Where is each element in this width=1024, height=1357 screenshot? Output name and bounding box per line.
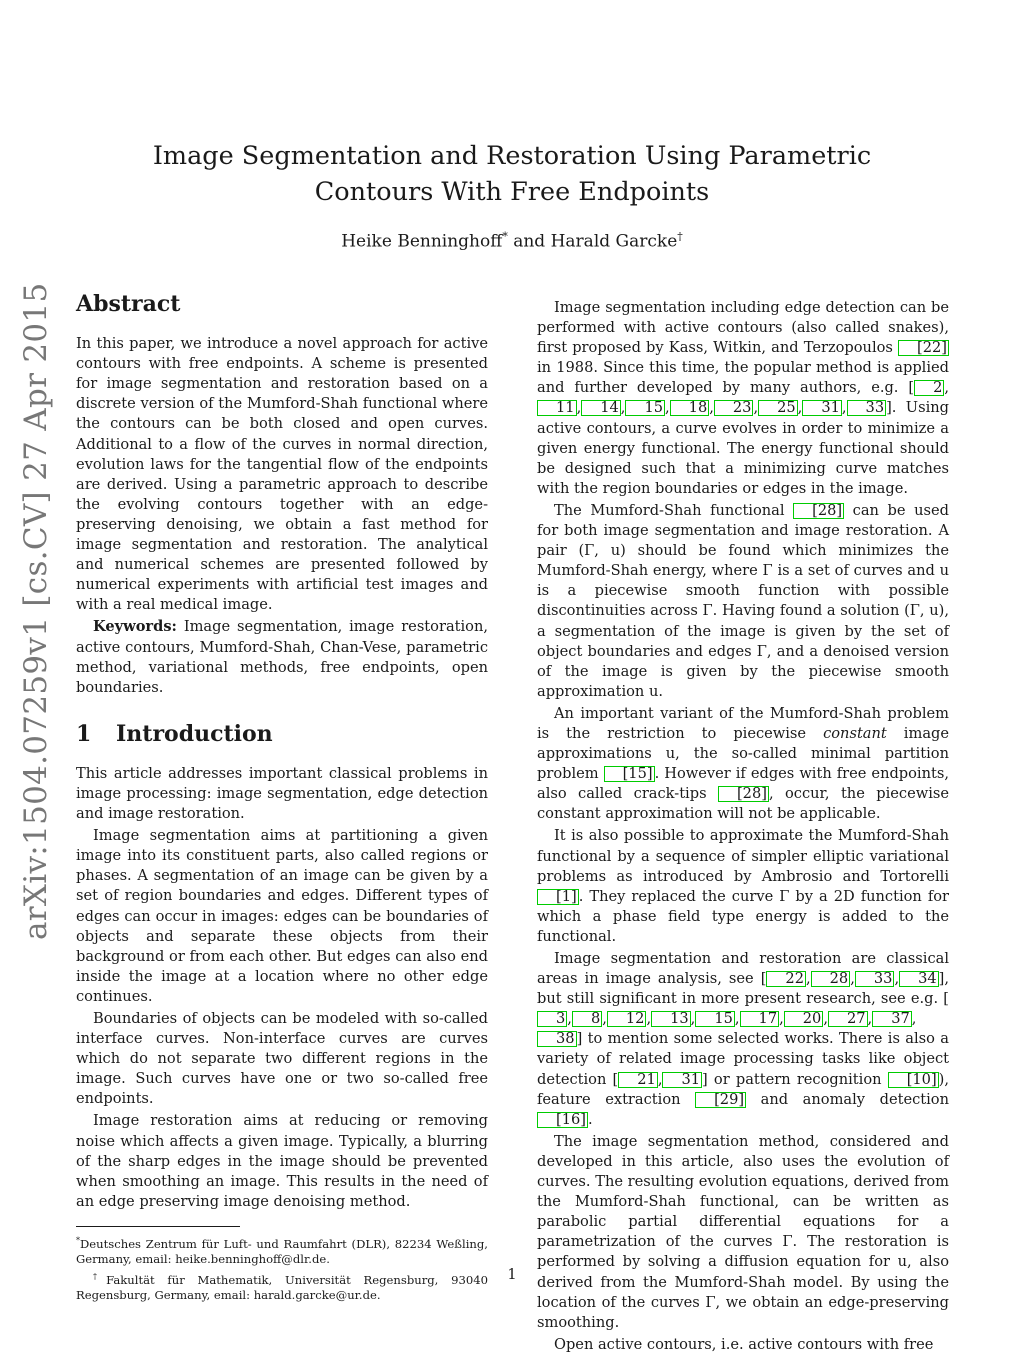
citation-link[interactable]: 17 bbox=[740, 1011, 780, 1027]
keywords-text: Image segmentation, image restoration, active contours, Mumford-Shah, Chan-Vese, parametric method, variational methods, free endpoints, open boundaries. bbox=[76, 618, 488, 696]
citation-separator: , bbox=[779, 1010, 784, 1028]
left-column bbox=[76, 290, 488, 1303]
citation-group bbox=[618, 1071, 702, 1088]
section-title: Introduction bbox=[116, 720, 273, 747]
citation-link[interactable]: 34 bbox=[899, 971, 939, 987]
author-list bbox=[96, 230, 928, 252]
arxiv-identifier: arXiv:1504.07259v1 [cs.CV] 27 Apr 2015 bbox=[18, 282, 54, 940]
citation-link[interactable]: 33 bbox=[847, 400, 887, 416]
footnote-text: Deutsches Zentrum für Luft- und Raumfahrt (DLR), 82234 Weßling, Germany, email: heike.benninghoff@dlr.de. bbox=[76, 1236, 488, 1266]
citation-link[interactable]: 3 bbox=[537, 1011, 567, 1027]
citation-separator: , bbox=[602, 1010, 607, 1028]
author-conjunction: and bbox=[513, 231, 546, 252]
citation-link[interactable]: 37 bbox=[872, 1011, 912, 1027]
footnote-mark[interactable]: † bbox=[677, 230, 683, 243]
citation-group bbox=[766, 970, 938, 987]
right-column bbox=[537, 298, 949, 1357]
body-paragraph: This article addresses important classical problems in image processing: image segmentation, edge detection and image restoration. bbox=[76, 764, 488, 823]
citation-separator: , bbox=[620, 399, 626, 417]
citation-link[interactable]: 22 bbox=[766, 971, 806, 987]
citation-separator: , bbox=[850, 970, 855, 988]
citation-link[interactable]: 14 bbox=[581, 400, 621, 416]
citation-separator: , bbox=[867, 1010, 873, 1028]
body-paragraph: The image segmentation method, considered and developed in this article, also uses the evolution of curves. The resulting evolution equations, derived from the Mumford-Shah functional, can be written as parabolic partial differential equations for a parametrization of the curves Γ. The restoration is performed by solving a diffusion equation for u, also derived from the Mumford-Shah model. By using the location of the curves Γ, we obtain an edge-preserving smoothing. bbox=[537, 1132, 949, 1331]
footnote-mark[interactable]: * bbox=[502, 230, 508, 243]
citation-link[interactable]: 33 bbox=[855, 971, 895, 987]
citation-link[interactable]: [10] bbox=[888, 1072, 939, 1088]
citation-link[interactable]: [29] bbox=[695, 1092, 746, 1108]
footnote-rule bbox=[76, 1226, 240, 1227]
section-heading bbox=[76, 720, 488, 747]
citation-separator: , bbox=[944, 379, 949, 397]
footnote-mark: * bbox=[76, 1235, 80, 1245]
body-paragraph: The Mumford-Shah functional [28] can be used for both image segmentation and image restoration. A pair (Γ, u) should be found which minimizes the Mumford-Shah energy, where Γ is a set of curves and u is a piecewise smooth function with possible discontinuities across Γ. Having found a solution (Γ, u), a segmentation of the image is given by the set of object boundaries and edges Γ, and a denoised version of the image is given by the piecewise smooth approximation u. bbox=[537, 501, 949, 700]
citation-link[interactable]: 31 bbox=[662, 1072, 702, 1088]
citation-link[interactable]: 13 bbox=[651, 1011, 691, 1027]
abstract-text: In this paper, we introduce a novel approach for active contours with free endpoints. A scheme is presented for image segmentation and restoration based on a discrete version of the Mumford-Shah functional where the contours can be both closed and open curves. Additional to a flow of the curves in normal direction, evolution laws for the tangential flow of the endpoints are derived. Using a parametric approach to describe the evolving contours together with an edge-preserving denoising, we obtain a fast method for image segmentation and restoration. The analytical and numerical schemes are presented followed by numerical experiments with artificial test images and with a real medical image. bbox=[76, 335, 488, 614]
citation-link[interactable]: 2 bbox=[914, 380, 944, 396]
footnote bbox=[76, 1233, 488, 1267]
citation-link[interactable]: [16] bbox=[537, 1112, 588, 1128]
body-paragraph: It is also possible to approximate the Mumford-Shah functional by a sequence of simpler elliptic variational problems as introduced by Ambrosio and Tortorelli [1] . They replaced the curve Γ by a 2D function for which a phase field type energy is added to the functional. bbox=[537, 827, 949, 945]
body-paragraph: Image segmentation aims at partitioning a given image into its constituent parts, also called regions or phases. A segmentation of an image can be given by a set of region boundaries and edges. Different types of edges can occur in images: edges can be boundaries of objects and separate these objects from their background or from each other. But edges can also end inside the image at a location where no other edge continues. bbox=[76, 827, 488, 1005]
citation-link[interactable]: 12 bbox=[607, 1011, 647, 1027]
citation-link[interactable]: 38 bbox=[537, 1031, 577, 1047]
footnote-mark: † bbox=[93, 1271, 107, 1281]
citation-link[interactable]: 25 bbox=[758, 400, 798, 416]
footnote-text: Fakultät für Mathematik, Universität Regensburg, 93040 Regensburg, Germany, email: harald.garcke@ur.de. bbox=[76, 1272, 489, 1302]
citation-link[interactable]: 18 bbox=[670, 400, 710, 416]
citation-separator: , bbox=[646, 1010, 652, 1028]
citation-link[interactable]: 28 bbox=[811, 971, 851, 987]
body-paragraph: Open active contours, i.e. active contours with free bbox=[554, 1335, 934, 1353]
citation-link[interactable]: 20 bbox=[784, 1011, 824, 1027]
emphasis: constant bbox=[823, 724, 887, 742]
citation-separator: , bbox=[576, 399, 582, 417]
citation-separator: , bbox=[690, 1010, 696, 1028]
citation-separator: , bbox=[911, 1010, 917, 1028]
citation-separator: , bbox=[823, 1010, 828, 1028]
citation-link[interactable]: [1] bbox=[537, 889, 579, 905]
citation-link[interactable]: [15] bbox=[604, 766, 655, 782]
citation-separator: , bbox=[894, 970, 900, 988]
author-name: Harald Garcke bbox=[550, 231, 678, 252]
keywords-paragraph bbox=[76, 617, 488, 697]
keywords-label: Keywords: bbox=[93, 618, 177, 636]
section-number: 1 bbox=[76, 720, 92, 747]
citation-link[interactable]: 15 bbox=[695, 1011, 735, 1027]
citation-link[interactable]: 31 bbox=[802, 400, 842, 416]
author-name: Heike Benninghoff bbox=[341, 231, 503, 252]
citation-link[interactable]: [22] bbox=[898, 340, 949, 356]
body-paragraph: Image segmentation and restoration are classical areas in image analysis, see [ 22 , 28 , 33 , 34 ], but still significant in more present research, see e.g. [3 , 8 , 12 , 13 , 15 , 17 , 20 , 27 , 37 ,38 ] to mention some selected works. There is also a variety of related image processing tasks like object detection [ 21 , 31 ] or pattern recognition [10] ), feature extraction [29] and anomaly detection [16] . bbox=[537, 950, 950, 1128]
citation-link[interactable]: 8 bbox=[572, 1011, 602, 1027]
body-paragraph: An important variant of the Mumford-Shah problem is the restriction to piecewise constant image approximations u, the so-called minimal partition problem [15] . However if edges with free endpoints, also called crack-tips [28] , occur, the piecewise constant approximation will not be applicable. bbox=[537, 704, 949, 823]
citation-separator: , bbox=[734, 1010, 740, 1028]
citation-separator: , bbox=[665, 399, 670, 417]
body-paragraph: Image segmentation including edge detection can be performed with active contours (also called snakes), first proposed by Kass, Witkin, and Terzopoulos [22] in 1988. Since this time, the popular method is applied and further developed by many authors, e.g. [ 2 ,11 , 14 , 15 , 18 , 23 , 25 , 31 , 33 ]. Using active contours, a curve evolves in order to minimize a given energy functional. The energy functional should be designed such that a minimizing curve matches with the region boundaries or edges in the image. bbox=[537, 299, 949, 497]
citation-link[interactable]: 11 bbox=[537, 400, 577, 416]
citation-separator: , bbox=[841, 399, 847, 417]
citation-separator: , bbox=[797, 399, 803, 417]
page-number: 1 bbox=[507, 1266, 517, 1283]
citation-separator: , bbox=[657, 1070, 663, 1088]
paper-title: Image Segmentation and Restoration Using Parametric Contours With Free Endpoints bbox=[152, 141, 872, 207]
body-paragraph: Image restoration aims at reducing or removing noise which affects a given image. Typically, a blurring of the sharp edges in the image should be prevented when smoothing an image. This results in the need of an edge preserving image denoising method. bbox=[76, 1112, 488, 1210]
citation-link[interactable]: [28] bbox=[718, 786, 769, 802]
citation-separator: , bbox=[806, 970, 811, 988]
citation-link[interactable]: 15 bbox=[625, 400, 665, 416]
citation-separator: , bbox=[709, 399, 714, 417]
citation-link[interactable]: 21 bbox=[618, 1072, 658, 1088]
citation-separator: , bbox=[567, 1010, 572, 1028]
citation-separator: , bbox=[753, 399, 759, 417]
abstract-heading: Abstract bbox=[76, 291, 181, 317]
citation-link[interactable]: [28] bbox=[793, 503, 844, 519]
body-paragraph: Boundaries of objects can be modeled with so-called interface curves. Non-interface curves are curves which do not separate two different regions in the image. Such curves have one or two so-called free endpoints. bbox=[76, 1010, 488, 1108]
citation-link[interactable]: 27 bbox=[828, 1011, 868, 1027]
citation-link[interactable]: 23 bbox=[714, 400, 754, 416]
